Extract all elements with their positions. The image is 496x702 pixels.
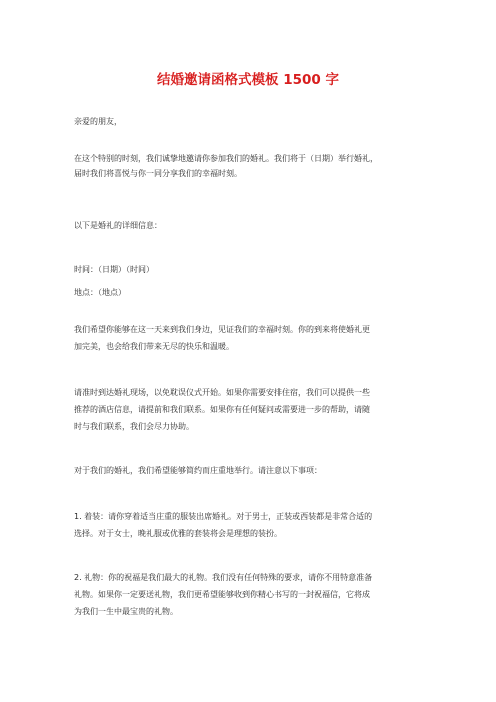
intro-line-2: 届时我们将喜悦与你一同分享我们的幸福时刻。 <box>74 169 242 178</box>
item1-line-2: 选择。对于女士，晚礼服或优雅的套装将会是理想的装扮。 <box>74 529 282 538</box>
intro-line-1: 在这个特别的时刻，我们诚挚地邀请你参加我们的婚礼。我们将于（日期）举行婚礼， <box>74 154 378 163</box>
document-title: 结婚邀请函格式模板 1500 字 <box>157 72 339 88</box>
arrival-line-3: 时与我们联系，我们会尽力协助。 <box>74 422 194 431</box>
notice-intro: 对于我们的婚礼，我们希望能够简约而庄重地举行。请注意以下事项： <box>74 466 322 475</box>
item2-line-2: 礼物。如果你一定要送礼物，我们更希望能够收到你精心书写的一封祝福信，它将成 <box>74 590 370 599</box>
location-line: 地点：（地点） <box>74 288 126 297</box>
item1-line-1: 1. 着装：请你穿着适当庄重的服装出席婚礼。对于男士，正装或西装都是非常合适的 <box>74 512 373 521</box>
details-intro: 以下是婚礼的详细信息： <box>74 221 162 230</box>
arrival-line-1: 请准时到达婚礼现场，以免耽误仪式开始。如果你需要安排住宿，我们可以提供一些 <box>74 388 370 397</box>
item2-line-3: 为我们一生中最宝贵的礼物。 <box>74 607 178 616</box>
greeting: 亲爱的朋友， <box>74 117 122 126</box>
arrival-line-2: 推荐的酒店信息，请提前和我们联系。如果你有任何疑问或需要进一步的帮助，请随 <box>74 405 370 414</box>
item2-line-1: 2. 礼物：你的祝福是我们最大的礼物。我们没有任何特殊的要求，请你不用特意准备 <box>74 573 373 582</box>
hope-line-2: 加完美，也会给我们带来无尽的快乐和温暖。 <box>74 342 234 351</box>
hope-line-1: 我们希望你能够在这一天来到我们身边，见证我们的幸福时刻。你的到来将使婚礼更 <box>74 325 370 334</box>
time-line: 时间：（日期）（时间） <box>74 265 154 274</box>
